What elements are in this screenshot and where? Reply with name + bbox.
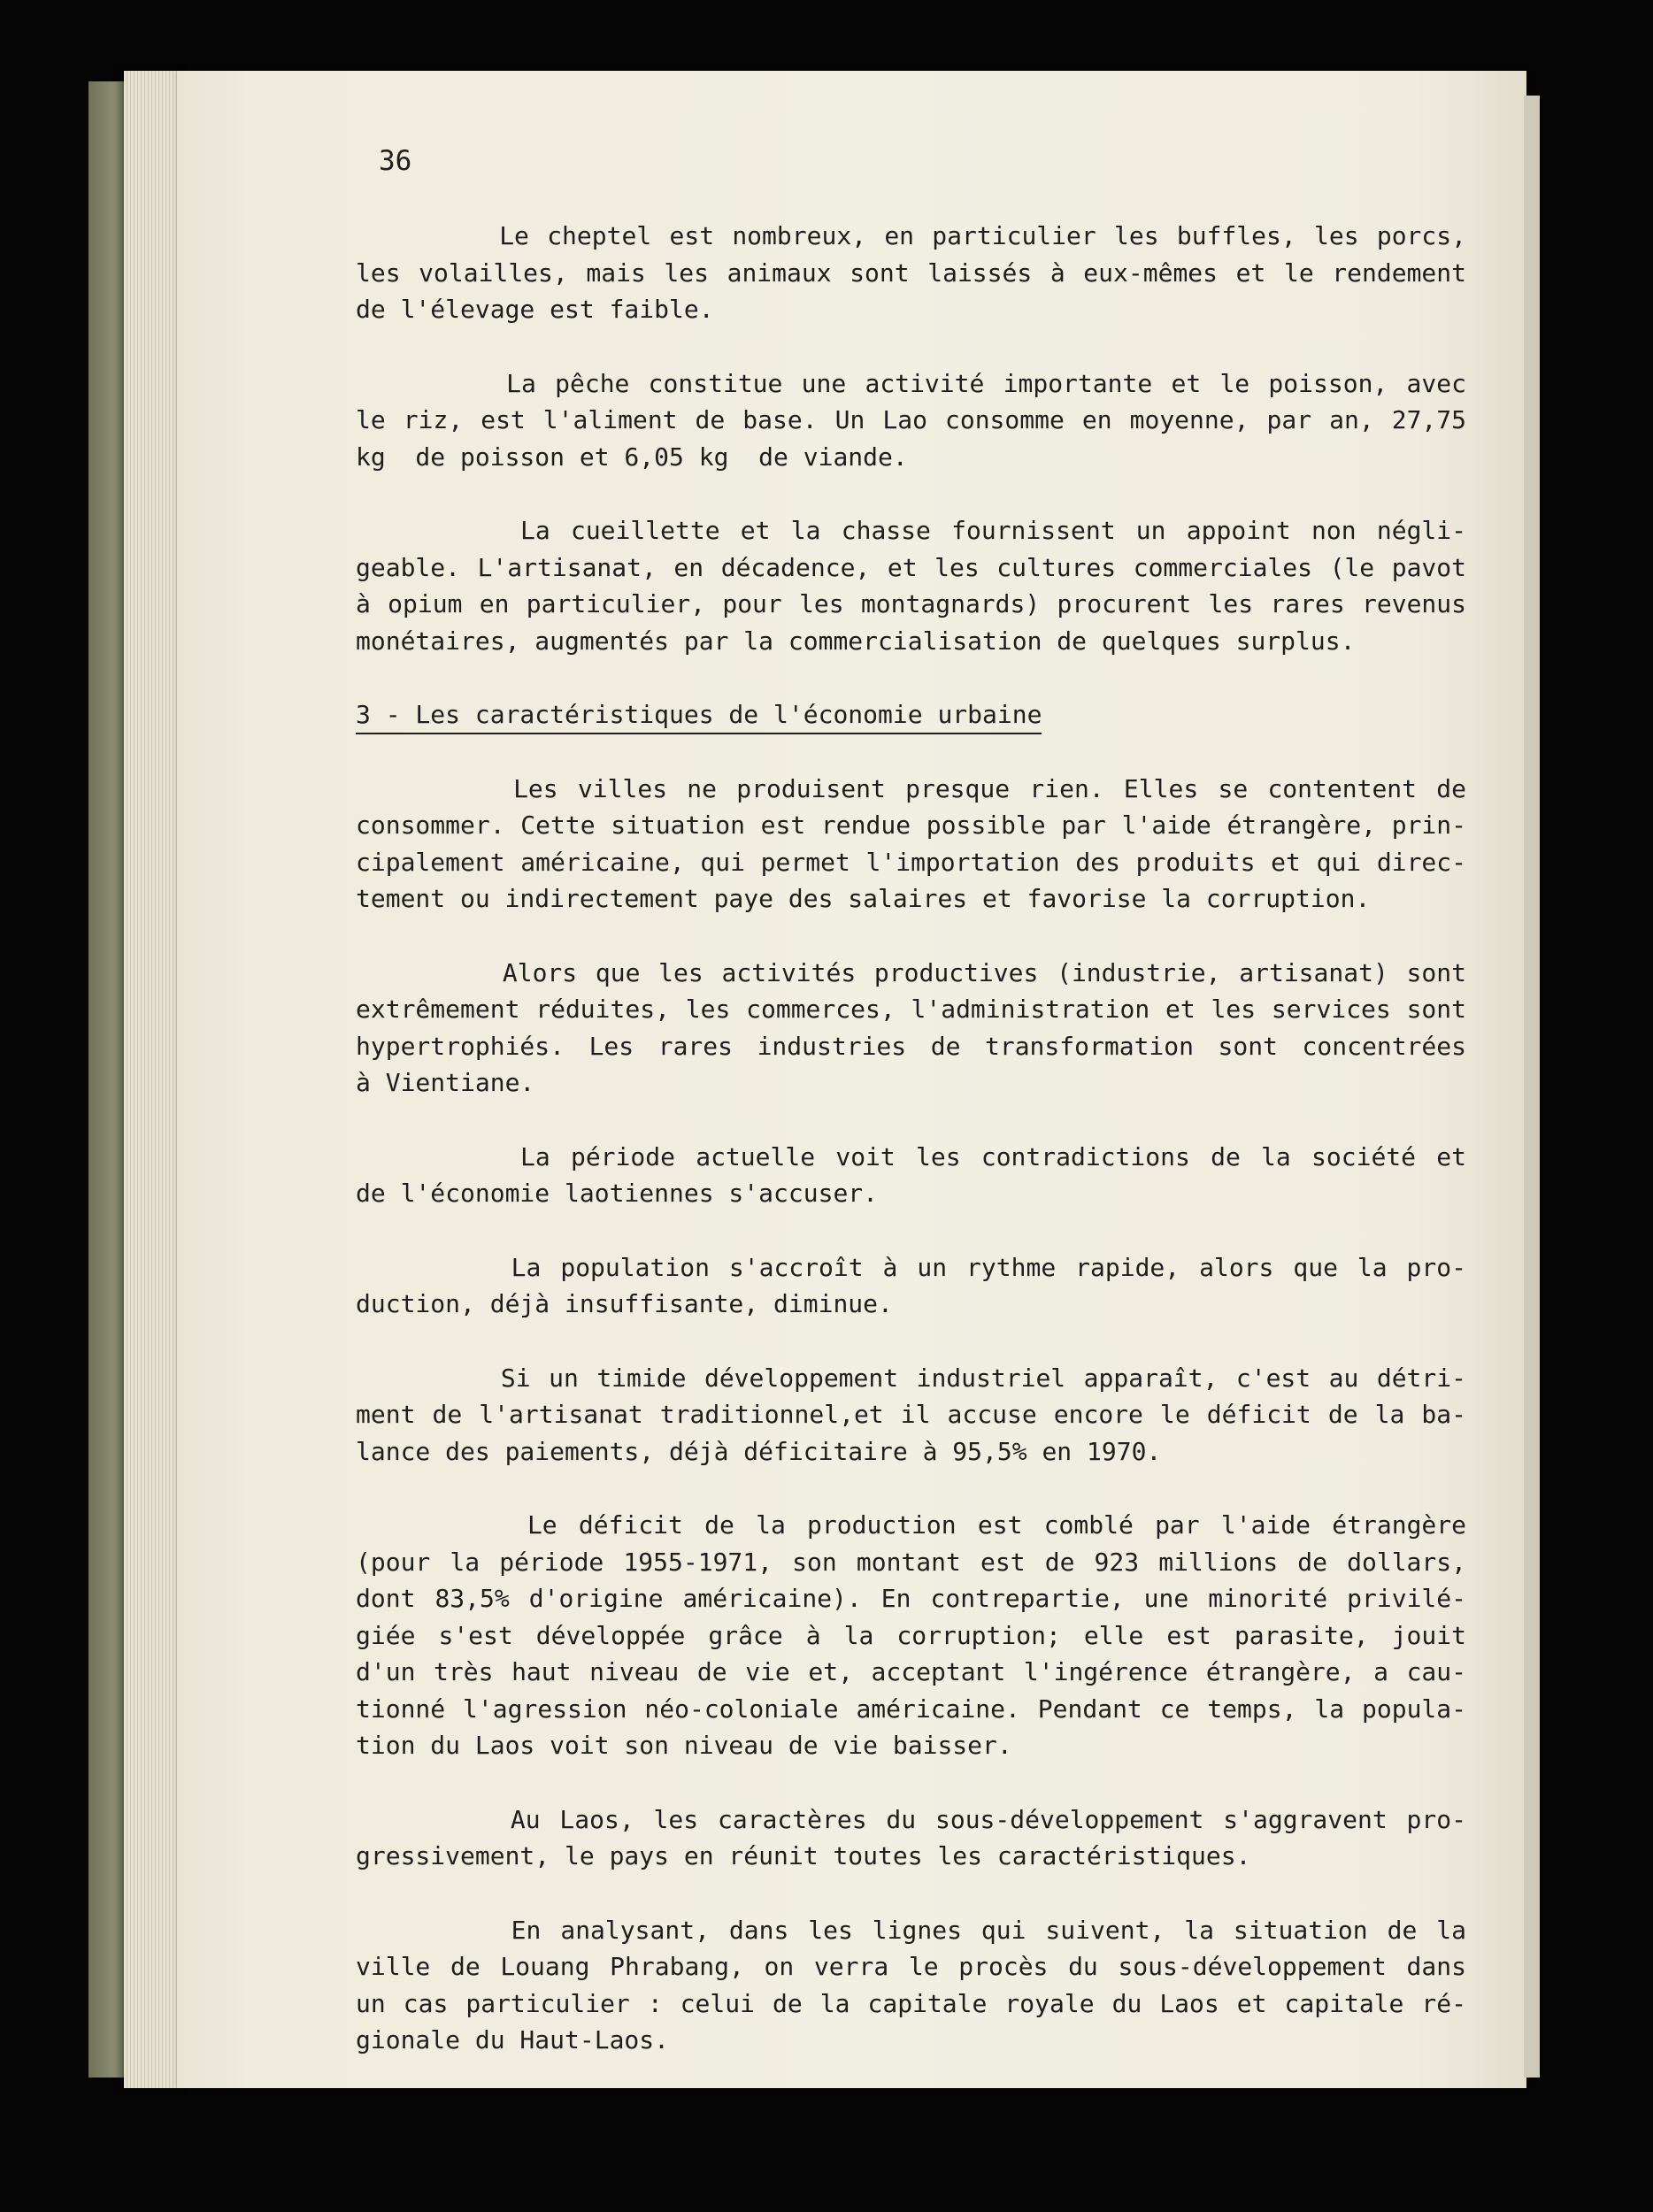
paragraph	[356, 365, 1466, 476]
text-line: ville de Louang Phrabang, on verra le procès du sous-développement dans	[356, 1952, 1466, 1981]
text-line: La période actuelle voit les contradictions de la société et	[356, 1141, 1466, 1171]
paragraph	[356, 771, 1466, 918]
text-line: de l'élevage est faible.	[356, 295, 714, 324]
text-line: Le déficit de la production est comblé par l'aide étrangère	[356, 1510, 1466, 1540]
text-line: monétaires, augmentés par la commercialisation de quelques surplus.	[356, 626, 1356, 656]
text-line: à opium en particulier, pour les montagnards) procurent les rares revenus	[356, 589, 1466, 618]
text-line: cipalement américaine, qui permet l'importation des produits et qui direc-	[356, 847, 1466, 877]
text-line: duction, déjà insuffisante, diminue.	[356, 1289, 893, 1318]
text-line: tion du Laos voit son niveau de vie baisser.	[356, 1731, 1012, 1760]
paragraph-gap	[356, 1875, 1466, 1912]
text-line: Les villes ne produisent presque rien. Elles se contentent de	[356, 773, 1466, 803]
paragraph-gap	[356, 1102, 1466, 1139]
paragraph	[356, 218, 1466, 328]
text-line: En analysant, dans les lignes qui suivent, la situation de la	[356, 1915, 1466, 1945]
paragraph-gap	[356, 328, 1466, 365]
text-line: Au Laos, les caractères du sous-développement s'aggravent pro-	[356, 1804, 1466, 1834]
paragraph-gap	[356, 1323, 1466, 1360]
text-line: à Vientiane.	[356, 1068, 535, 1097]
paragraph-gap	[356, 733, 1466, 771]
paragraphs-after-heading	[356, 771, 1466, 2096]
paragraph-gap	[356, 659, 1466, 696]
text-line: tement ou indirectement paye des salaires et favorise la corruption.	[356, 884, 1371, 913]
text-line: d'un très haut niveau de vie et, acceptant l'ingérence étrangère, a cau-	[356, 1657, 1466, 1686]
text-line: hypertrophiés. Les rares industries de transformation sont concentrées	[356, 1031, 1466, 1061]
paragraph	[356, 512, 1466, 659]
paragraph	[356, 1801, 1466, 1875]
text-line: geable. L'artisanat, en décadence, et les cultures commerciales (le pavot	[356, 552, 1466, 582]
text-line: extrêmement réduites, les commerces, l'administration et les services sont	[356, 995, 1466, 1024]
paragraph-gap	[356, 918, 1466, 955]
text-line: giée s'est développée grâce à la corruption; elle est parasite, jouit	[356, 1620, 1466, 1650]
text-line: le riz, est l'aliment de base. Un Lao consomme en moyenne, par an, 27,75	[356, 405, 1466, 434]
text-line: (pour la période 1955-1971, son montant est de 923 millions de dollars,	[356, 1547, 1466, 1577]
text-line: kg de poisson et 6,05 kg de viande.	[356, 442, 908, 472]
text-line: Si un timide développement industriel apparaît, c'est au détri-	[356, 1363, 1466, 1393]
paragraph	[356, 955, 1466, 1102]
text-line: ment de l'artisanat traditionnel,et il accuse encore le déficit de la ba-	[356, 1400, 1466, 1429]
section-heading: 3 - Les caractéristiques de l'économie urbaine	[356, 699, 1042, 734]
text-line: La population s'accroît à un rythme rapide, alors que la pro-	[356, 1252, 1466, 1282]
text-line: tionné l'agression néo-coloniale américaine. Pendant ce temps, la popula-	[356, 1694, 1466, 1724]
paragraph	[356, 1507, 1466, 1764]
text-line: gressivement, le pays en réunit toutes les caractéristiques.	[356, 1841, 1251, 1870]
paragraph-gap	[356, 1764, 1466, 1801]
text-line: un cas particulier : celui de la capitale royale du Laos et capitale ré-	[356, 1988, 1466, 2018]
text-line: gionale du Haut-Laos.	[356, 2025, 670, 2055]
paragraph	[356, 1912, 1466, 2059]
section-heading-line	[356, 696, 1466, 733]
paragraph	[356, 1360, 1466, 1471]
paragraph-gap	[356, 1470, 1466, 1507]
body-text	[356, 218, 1466, 2096]
text-line: consommer. Cette situation est rendue possible par l'aide étrangère, prin-	[356, 810, 1466, 840]
paragraphs-before-heading	[356, 218, 1466, 696]
text-line: dont 83,5% d'origine américaine). En contrepartie, une minorité privilé-	[356, 1584, 1466, 1613]
text-line: de l'économie laotiennes s'accuser.	[356, 1179, 879, 1208]
paragraph-gap	[356, 1212, 1466, 1249]
text-line: Alors que les activités productives (industrie, artisanat) sont	[356, 957, 1466, 987]
paragraph	[356, 1249, 1466, 1323]
paragraph-gap	[356, 475, 1466, 512]
text-line: Le cheptel est nombreux, en particulier les buffles, les porcs,	[356, 221, 1466, 250]
text-line: La cueillette et la chasse fournissent un appoint non négli-	[356, 516, 1466, 545]
text-line: lance des paiements, déjà déficitaire à 95,5% en 1970.	[356, 1436, 1162, 1466]
book-cover-right-edge	[1524, 96, 1540, 2078]
text-line: les volailles, mais les animaux sont laissés à eux-mêmes et le rendement	[356, 257, 1466, 288]
paragraph	[356, 1139, 1466, 1212]
page-number: 36	[379, 145, 412, 177]
paragraph-gap	[356, 2059, 1466, 2096]
text-line: La pêche constitue une activité importante et le poisson, avec	[356, 368, 1466, 398]
